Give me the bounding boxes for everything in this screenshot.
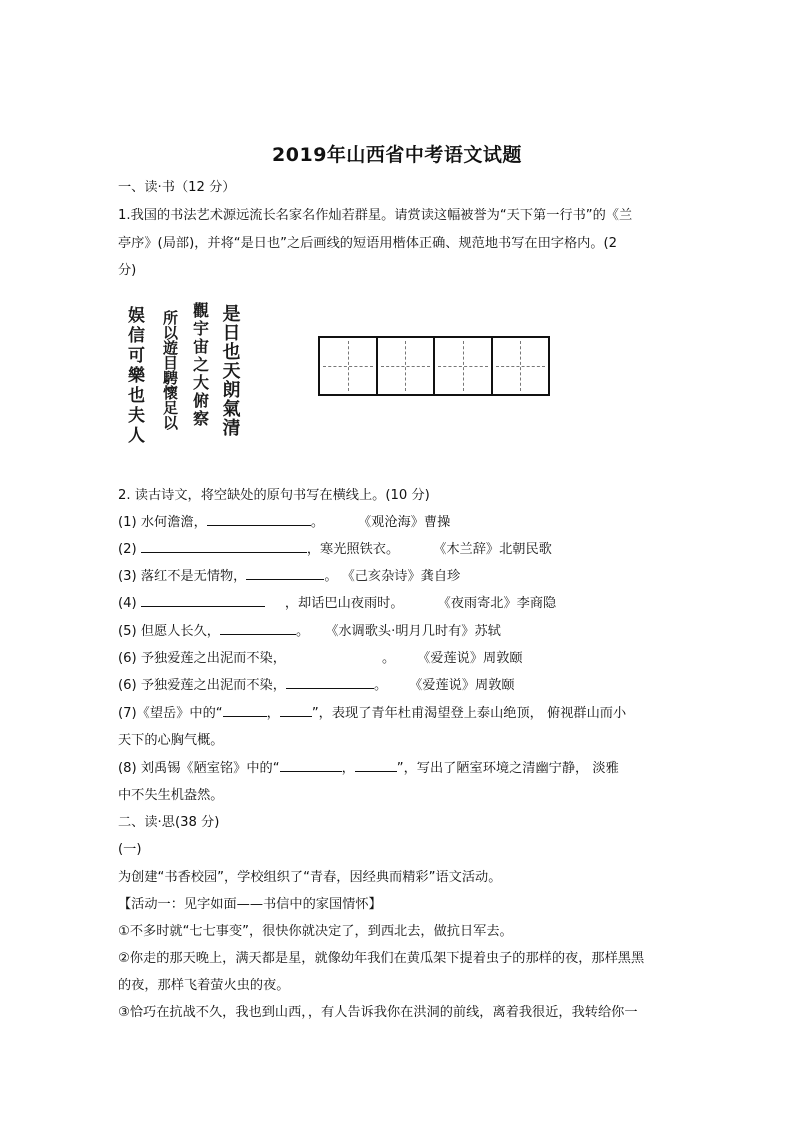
- item-prefix: (8) 刘禹锡《陋室铭》中的“: [118, 761, 280, 776]
- answer-blank[interactable]: [220, 619, 296, 635]
- q2-item-6a: [118, 645, 678, 672]
- tianzige-cell[interactable]: [493, 338, 549, 394]
- item-source: 《己亥杂诗》龚自珍: [341, 569, 461, 584]
- item-source: 《观沧海》曹操: [358, 515, 451, 530]
- item-prefix: (3) 落红不是无情物，: [118, 569, 247, 584]
- answer-blank[interactable]: [246, 564, 324, 580]
- item-prefix: (7)《望岳》中的“: [118, 706, 223, 721]
- activity-heading: 【活动一：见字如面——书信中的家国情怀】: [118, 897, 382, 912]
- item-suffix: ，寒光照铁衣。: [306, 542, 400, 557]
- calligraphy-column-1: 是日也天朗氣清: [219, 304, 241, 437]
- calligraphy-column-3: 所以遊目騁懷足以: [161, 310, 179, 430]
- q2-item-1: [118, 509, 678, 536]
- passage-para-2-line1: ②你走的那天晚上，满天都是星，就像幼年我们在黄瓜架下提着虫子的那样的夜，那样黑黑: [118, 951, 645, 966]
- answer-blank[interactable]: [207, 510, 311, 526]
- section2-heading: 二、读·思(38 分): [118, 815, 220, 830]
- item-prefix: (5) 但愿人长久，: [118, 624, 220, 639]
- item-suffix: 。: [373, 678, 388, 693]
- q1-text-line2: 亭序》(局部)，并将“是日也”之后画线的短语用楷体正确、规范地书写在田字格内。(2: [118, 236, 618, 251]
- item-source: 《水调歌头·明月几时有》苏轼: [325, 624, 501, 639]
- answer-blank[interactable]: [355, 756, 397, 772]
- q2-item-8-line1: [118, 755, 678, 782]
- page-title: 2019年山西省中考语文试题: [272, 144, 522, 166]
- item-source: 《爱莲说》周敦颐: [409, 678, 515, 693]
- item-prefix: (2): [118, 542, 141, 557]
- tianzige-cell[interactable]: [435, 338, 493, 394]
- item-suffix: 。: [381, 651, 396, 666]
- item-suffix: 。: [296, 624, 310, 639]
- section2-part-label: (一): [118, 842, 142, 857]
- q2-item-6b: [118, 672, 678, 699]
- item-suffix: ，却话巴山夜雨时。: [284, 596, 404, 611]
- q2-heading: 2. 读古诗文，将空缺处的原句书写在横线上。(10 分): [118, 488, 430, 503]
- item-prefix: (1) 水何澹澹，: [118, 515, 207, 530]
- passage-para-3: ③恰巧在抗战不久，我也到山西，，有人告诉我你在洪洞的前线，离着我很近，我转给你一: [118, 1005, 638, 1020]
- answer-blank[interactable]: [223, 701, 267, 717]
- q2-item-7-line1: [118, 700, 678, 727]
- section1-heading: 一、读·书（12 分）: [118, 180, 236, 195]
- q2-item-2: [118, 536, 678, 563]
- q2-item-7-line2: 天下的心胸气概。: [118, 733, 224, 748]
- section2-intro: 为创建“书香校园”，学校组织了“青春，因经典而精彩”语文活动。: [118, 870, 502, 885]
- answer-blank[interactable]: [286, 673, 374, 689]
- item-suffix: 。: [324, 569, 338, 584]
- item-source: 《爱莲说》周敦颐: [417, 651, 523, 666]
- passage-para-1: ①不多时就“七七事变”，很快你就决定了，到西北去，做抗日军去。: [118, 924, 513, 939]
- q2-item-5: [118, 618, 678, 645]
- item-prefix: (4): [118, 596, 141, 611]
- q2-item-8-line2: 中不失生机盎然。: [118, 788, 224, 803]
- q2-item-4: [118, 590, 678, 617]
- item-separator: ，: [266, 706, 280, 721]
- tianzige-cell[interactable]: [378, 338, 436, 394]
- answer-blank[interactable]: [141, 591, 265, 607]
- item-source: 《木兰辞》北朝民歌: [433, 542, 552, 557]
- passage-para-2-line2: 的夜，那样飞着萤火虫的夜。: [118, 978, 290, 993]
- item-prefix: (6) 予独爱莲之出泥而不染，: [118, 651, 286, 666]
- tianzige-cell[interactable]: [320, 338, 378, 394]
- item-suffix: ”，写出了陋室环境之清幽宁静， 淡雅: [396, 761, 619, 776]
- item-prefix: (6) 予独爱莲之出泥而不染，: [118, 678, 286, 693]
- calligraphy-column-4: 娱信可樂也夫人: [124, 306, 144, 446]
- item-suffix: ”，表现了青年杜甫渴望登上泰山绝顶， 俯视群山而小: [311, 706, 627, 721]
- q2-item-3: [118, 563, 678, 590]
- item-separator: ，: [341, 761, 355, 776]
- item-source: 《夜雨寄北》李商隐: [437, 596, 557, 611]
- lantingxu-calligraphy-image: [118, 288, 244, 452]
- q1-text-line1: 1.我国的书法艺术源远流长名家名作灿若群星。请赏读这幅被誉为“天下第一行书”的《兰: [118, 208, 633, 223]
- tianzige-grid[interactable]: [318, 336, 550, 396]
- answer-blank[interactable]: [280, 701, 312, 717]
- answer-blank[interactable]: [280, 756, 342, 772]
- answer-blank[interactable]: [141, 537, 307, 553]
- q1-text-line3: 分): [118, 263, 137, 278]
- item-suffix: 。: [310, 515, 324, 530]
- calligraphy-column-2: 觀宇宙之大俯察: [190, 302, 210, 428]
